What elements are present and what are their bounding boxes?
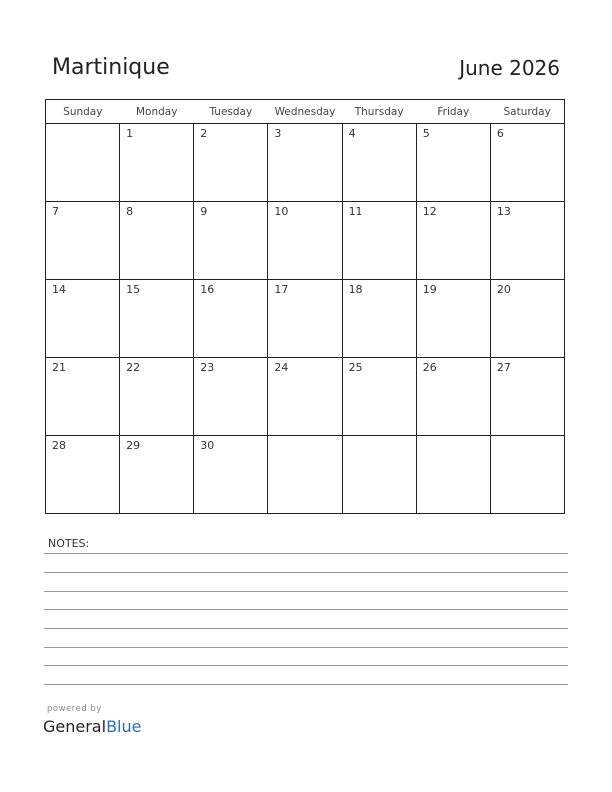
weekday-saturday: Saturday	[490, 100, 564, 124]
day-cell	[416, 358, 490, 436]
day-number: 27	[496, 361, 511, 374]
day-cell	[416, 202, 490, 280]
day-cell	[194, 124, 268, 202]
day-number: 15	[126, 283, 141, 296]
calendar-grid	[45, 99, 565, 514]
day-cell	[194, 358, 268, 436]
day-number: 7	[52, 205, 59, 218]
day-number: 23	[200, 361, 215, 374]
notes-line	[44, 572, 568, 573]
day-number	[417, 436, 490, 439]
notes-line	[44, 684, 568, 685]
day-cell	[268, 436, 342, 514]
day-cell	[416, 280, 490, 358]
day-cell	[268, 358, 342, 436]
day-cell	[342, 202, 416, 280]
brand-blue: Blue	[106, 717, 142, 736]
day-cell	[46, 358, 120, 436]
brand-general: General	[43, 717, 107, 736]
day-number: 20	[496, 283, 511, 296]
day-cell	[490, 436, 564, 514]
day-number: 19	[422, 283, 437, 296]
day-cell	[46, 202, 120, 280]
notes-line	[44, 609, 568, 610]
day-cell	[342, 280, 416, 358]
day-cell	[490, 124, 564, 202]
day-cell	[120, 202, 194, 280]
day-cell	[120, 436, 194, 514]
day-number: 6	[496, 127, 504, 140]
day-number	[46, 124, 119, 127]
day-cell	[342, 124, 416, 202]
generalblue-logo[interactable]	[43, 717, 141, 736]
day-number: 14	[52, 283, 66, 296]
day-number: 17	[274, 283, 289, 296]
day-cell	[120, 358, 194, 436]
day-number: 21	[52, 361, 66, 374]
day-number: 24	[274, 361, 289, 374]
notes-line	[44, 628, 568, 629]
notes-label: NOTES:	[48, 537, 90, 550]
notes-line	[44, 647, 568, 648]
day-cell	[342, 358, 416, 436]
calendar-title-country: Martinique	[52, 55, 170, 80]
weekday-wednesday: Wednesday	[268, 100, 342, 124]
day-number: 28	[52, 439, 66, 452]
weekday-thursday: Thursday	[342, 100, 416, 124]
day-cell	[416, 436, 490, 514]
day-number: 3	[274, 127, 282, 140]
week-row-4	[46, 358, 565, 436]
day-cell	[194, 280, 268, 358]
day-cell	[194, 436, 268, 514]
week-row-1	[46, 124, 565, 202]
weekday-friday: Friday	[416, 100, 490, 124]
day-number: 26	[422, 361, 437, 374]
day-cell	[490, 358, 564, 436]
day-number: 2	[200, 127, 208, 140]
day-number: 11	[348, 205, 363, 218]
day-number: 8	[126, 205, 134, 218]
weekday-sunday: Sunday	[46, 100, 120, 124]
notes-line	[44, 665, 568, 666]
day-cell	[194, 202, 268, 280]
week-row-2	[46, 202, 565, 280]
day-cell	[490, 280, 564, 358]
day-number: 4	[348, 127, 356, 140]
day-cell	[46, 436, 120, 514]
notes-line	[44, 553, 568, 554]
calendar-title-month: June 2026	[459, 56, 560, 80]
day-cell	[120, 280, 194, 358]
day-number: 9	[200, 205, 208, 218]
weekday-header-row	[46, 100, 565, 124]
day-cell	[120, 124, 194, 202]
day-number: 25	[348, 361, 363, 374]
day-number: 30	[200, 439, 215, 452]
day-cell	[268, 280, 342, 358]
day-number: 5	[422, 127, 430, 140]
day-cell	[46, 280, 120, 358]
day-number: 13	[496, 205, 511, 218]
day-number: 22	[126, 361, 141, 374]
day-number: 16	[200, 283, 215, 296]
day-number: 12	[422, 205, 437, 218]
day-cell	[416, 124, 490, 202]
day-cell	[268, 202, 342, 280]
day-number	[491, 436, 564, 439]
day-number: 29	[126, 439, 141, 452]
powered-by-text: powered by	[47, 704, 102, 714]
day-number: 1	[126, 127, 134, 140]
week-row-3	[46, 280, 565, 358]
day-number	[343, 436, 416, 439]
day-cell	[268, 124, 342, 202]
day-number: 18	[348, 283, 363, 296]
weekday-tuesday: Tuesday	[194, 100, 268, 124]
day-number	[268, 436, 341, 439]
notes-line	[44, 591, 568, 592]
week-row-5	[46, 436, 565, 514]
day-number: 10	[274, 205, 289, 218]
weekday-monday: Monday	[120, 100, 194, 124]
day-cell	[342, 436, 416, 514]
day-cell	[46, 124, 120, 202]
day-cell	[490, 202, 564, 280]
